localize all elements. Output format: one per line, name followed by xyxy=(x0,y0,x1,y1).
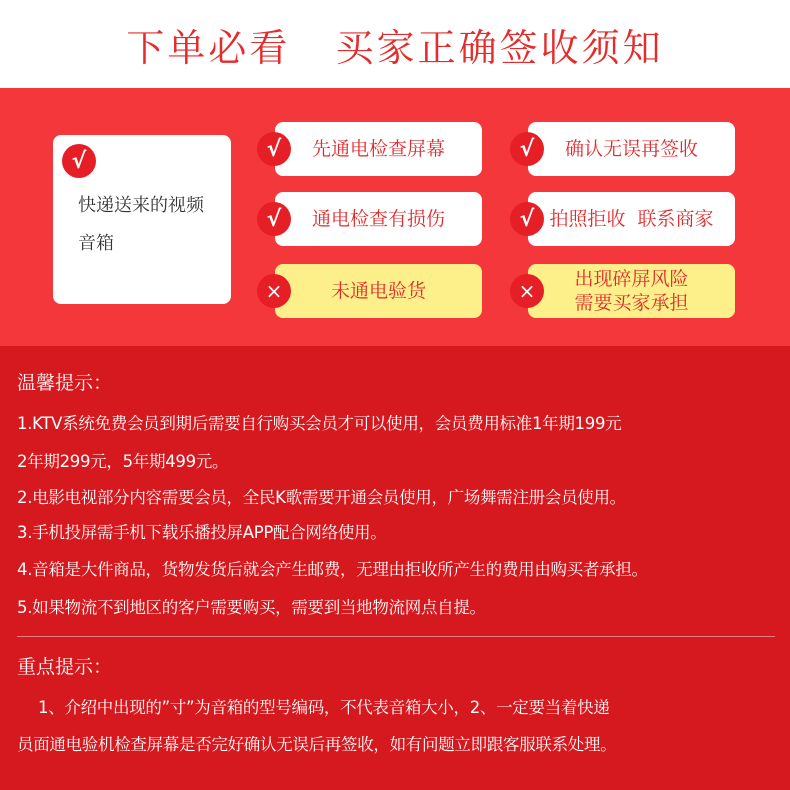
page-header xyxy=(0,0,790,88)
check-icon: √ xyxy=(510,202,544,236)
warning-label: 出现碎屏风险 需要买家承担 xyxy=(574,268,689,314)
step-label: 先通电检查屏幕 xyxy=(311,138,445,160)
key-points-line: 员面通电验机检查屏幕是否完好确认无误后再签收，如有问题立即跟客服联系处理。 xyxy=(17,735,617,754)
cross-icon: × xyxy=(257,274,291,308)
tips-heading: 温馨提示： xyxy=(17,372,113,394)
check-icon: √ xyxy=(257,132,291,166)
tips-line: 1.KTV系统免费会员到期后需要自行购买会员才可以使用，会员费用标准1年期199元 xyxy=(17,414,622,433)
step-label: 确认无误再签收 xyxy=(564,138,698,160)
delivered-item-label: 快递送来的视频音箱 xyxy=(78,195,204,254)
check-icon: √ xyxy=(257,202,291,236)
section-divider xyxy=(17,636,775,637)
cross-icon: × xyxy=(510,274,544,308)
tips-line: 2.电影电视部分内容需要会员，全民K歌需要开通会员使用，广场舞需注册会员使用。 xyxy=(17,488,626,507)
step-refuse-contact xyxy=(519,192,735,246)
step-power-on-check xyxy=(266,122,482,176)
key-points-line: 1、介绍中出现的”寸”为音箱的型号编码，不代表音箱大小，2、一定要当着快递 xyxy=(38,698,610,717)
warning-label: 未通电验货 xyxy=(330,280,426,302)
tips-line: 2年期299元，5年期499元。 xyxy=(17,452,229,471)
notice-panel xyxy=(0,346,790,790)
tips-line: 4.音箱是大件商品，货物发货后就会产生邮费，无理由拒收所产生的费用由购买者承担。 xyxy=(17,560,648,579)
check-icon: √ xyxy=(510,132,544,166)
key-points-heading: 重点提示： xyxy=(17,656,113,678)
step-damage-check xyxy=(266,192,482,246)
step-label: 拍照拒收 联系商家 xyxy=(549,208,714,230)
delivered-item-card xyxy=(53,135,231,304)
check-icon: √ xyxy=(62,144,96,178)
page-title: 下单必看 买家正确签收须知 xyxy=(126,25,664,70)
step-confirm-sign xyxy=(519,122,735,176)
tips-line: 5.如果物流不到地区的客户需要购买，需要到当地物流网点自提。 xyxy=(17,598,486,617)
tips-line: 3.手机投屏需手机下载乐播投屏APP配合网络使用。 xyxy=(17,523,387,542)
step-label: 通电检查有损伤 xyxy=(311,208,445,230)
warning-screen-risk xyxy=(518,264,735,318)
warning-no-power-check xyxy=(265,264,482,318)
receipt-guide-panel xyxy=(0,88,790,346)
